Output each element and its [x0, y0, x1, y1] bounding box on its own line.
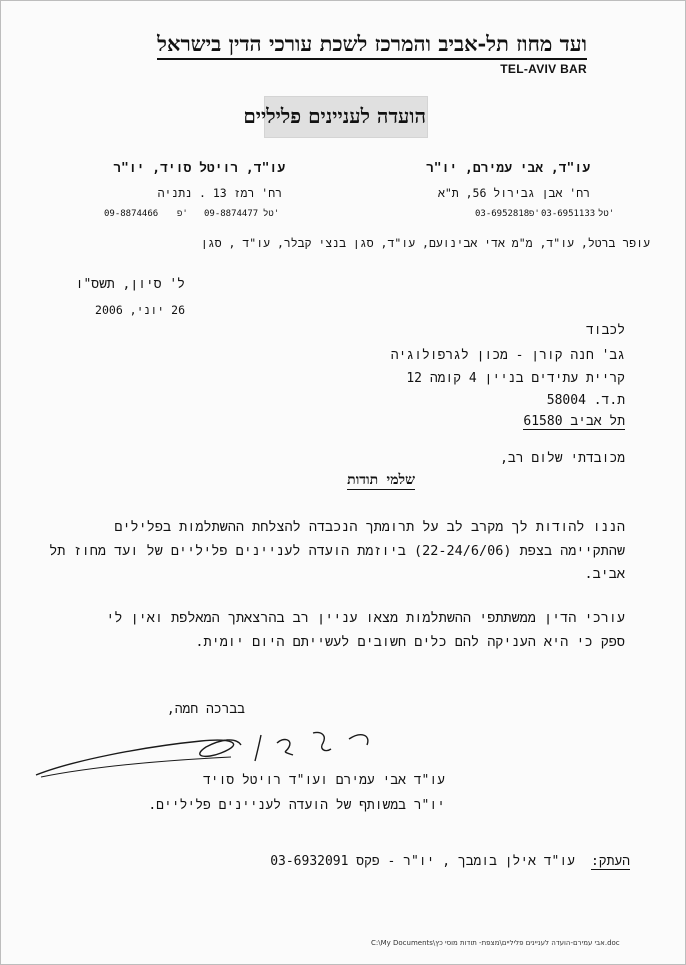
chair-right-fax: 03-6952818 [475, 209, 530, 219]
chair-right-tel: 03-6951133 [541, 209, 596, 219]
paragraph-line-2: שהתקיימה בצפת (22-24/6/06) ביוזמת הועדה לעניינים פליליים של ועד מחוז תל [49, 543, 625, 559]
members-line: עופר ברטל, עו"ד, מ"מ אדי אבינועם, עו"ד, סגן בנצי קבלר, עו"ד , סגן [200, 236, 650, 250]
chair-left-name: עו"ד, רויטל סויד, יו"ר [113, 161, 285, 176]
chair-left-fax: 09-8874466 [104, 209, 159, 219]
cc-text: עו"ד אילן בומבך , יו"ר - פקס 03-6932091 [270, 854, 575, 869]
recipient-address: קריית עתידים בניין 4 קומה 12 [406, 371, 625, 386]
recipient-city: תל אביב 61580 [523, 414, 625, 429]
chair-left-tel-label: טל' [263, 209, 280, 219]
paragraph-line-4: עורכי הדין ממשתתפי ההשתלמות מצאו עניין רב בהרצאתך המאלפת ואין לי [106, 610, 625, 626]
committee-name: הועדה לעניינים פליליים [243, 104, 426, 128]
paragraph-line-5: ספק כי היא העניקה להם כלים חשובים לעשייתם היום יומית. [195, 634, 625, 650]
recipient-to: לכבוד [585, 323, 625, 338]
recipient-po-box: ת.ד. 58004 [546, 393, 625, 408]
cc-label: העתק: [590, 854, 630, 869]
paragraph-line-1: הננו להודות לך מקרב לב על תרומתך הנכבדה להצלחת ההשתלמות בפלילים [114, 519, 625, 535]
footer-file-path: C:\My Documents\אבי עמירם-הועדה לעניינים פליליים\מצפת- תודות מוסי כץ.doc [371, 939, 620, 947]
chair-left-fax-label: פ' [177, 209, 188, 219]
chair-right-address: רח' אבן גבירול 56, ת"א [437, 186, 590, 200]
closing: בברכה חמה, [166, 702, 245, 717]
chair-right-name: עו"ד, אבי עמירם, יו"ר [425, 161, 590, 176]
date-hebrew: ל' סיון, תשס"ו [75, 277, 185, 292]
signatories: עו"ד אבי עמירם ועו"ד רויטל סויד [202, 773, 445, 788]
paragraph-line-3: אביב. [584, 566, 625, 582]
signatories-role: יו"ר במשותף של הועדה לעניינים פליליים. [148, 798, 445, 813]
recipient-name: גב' חנה קורן - מכון לגרפולוגיה [390, 348, 625, 363]
bar-name: TEL-AVIV BAR [500, 62, 587, 76]
chair-right-fax-label: פ' [529, 209, 540, 219]
greeting: מכובדתי שלום רב, [500, 451, 625, 466]
subject: שלמי תודות [347, 472, 415, 488]
letterhead-title: ועד מחוז תל-אביב והמרכז לשכת עורכי הדין בישראל [157, 31, 587, 60]
chair-right-tel-label: טל' [598, 209, 615, 219]
chair-left-tel: 09-8874477 [204, 209, 259, 219]
date-gregorian: 26 יוני, 2006 [95, 303, 185, 317]
chair-left-address: רח' רמז 13 . נתניה [157, 186, 282, 200]
